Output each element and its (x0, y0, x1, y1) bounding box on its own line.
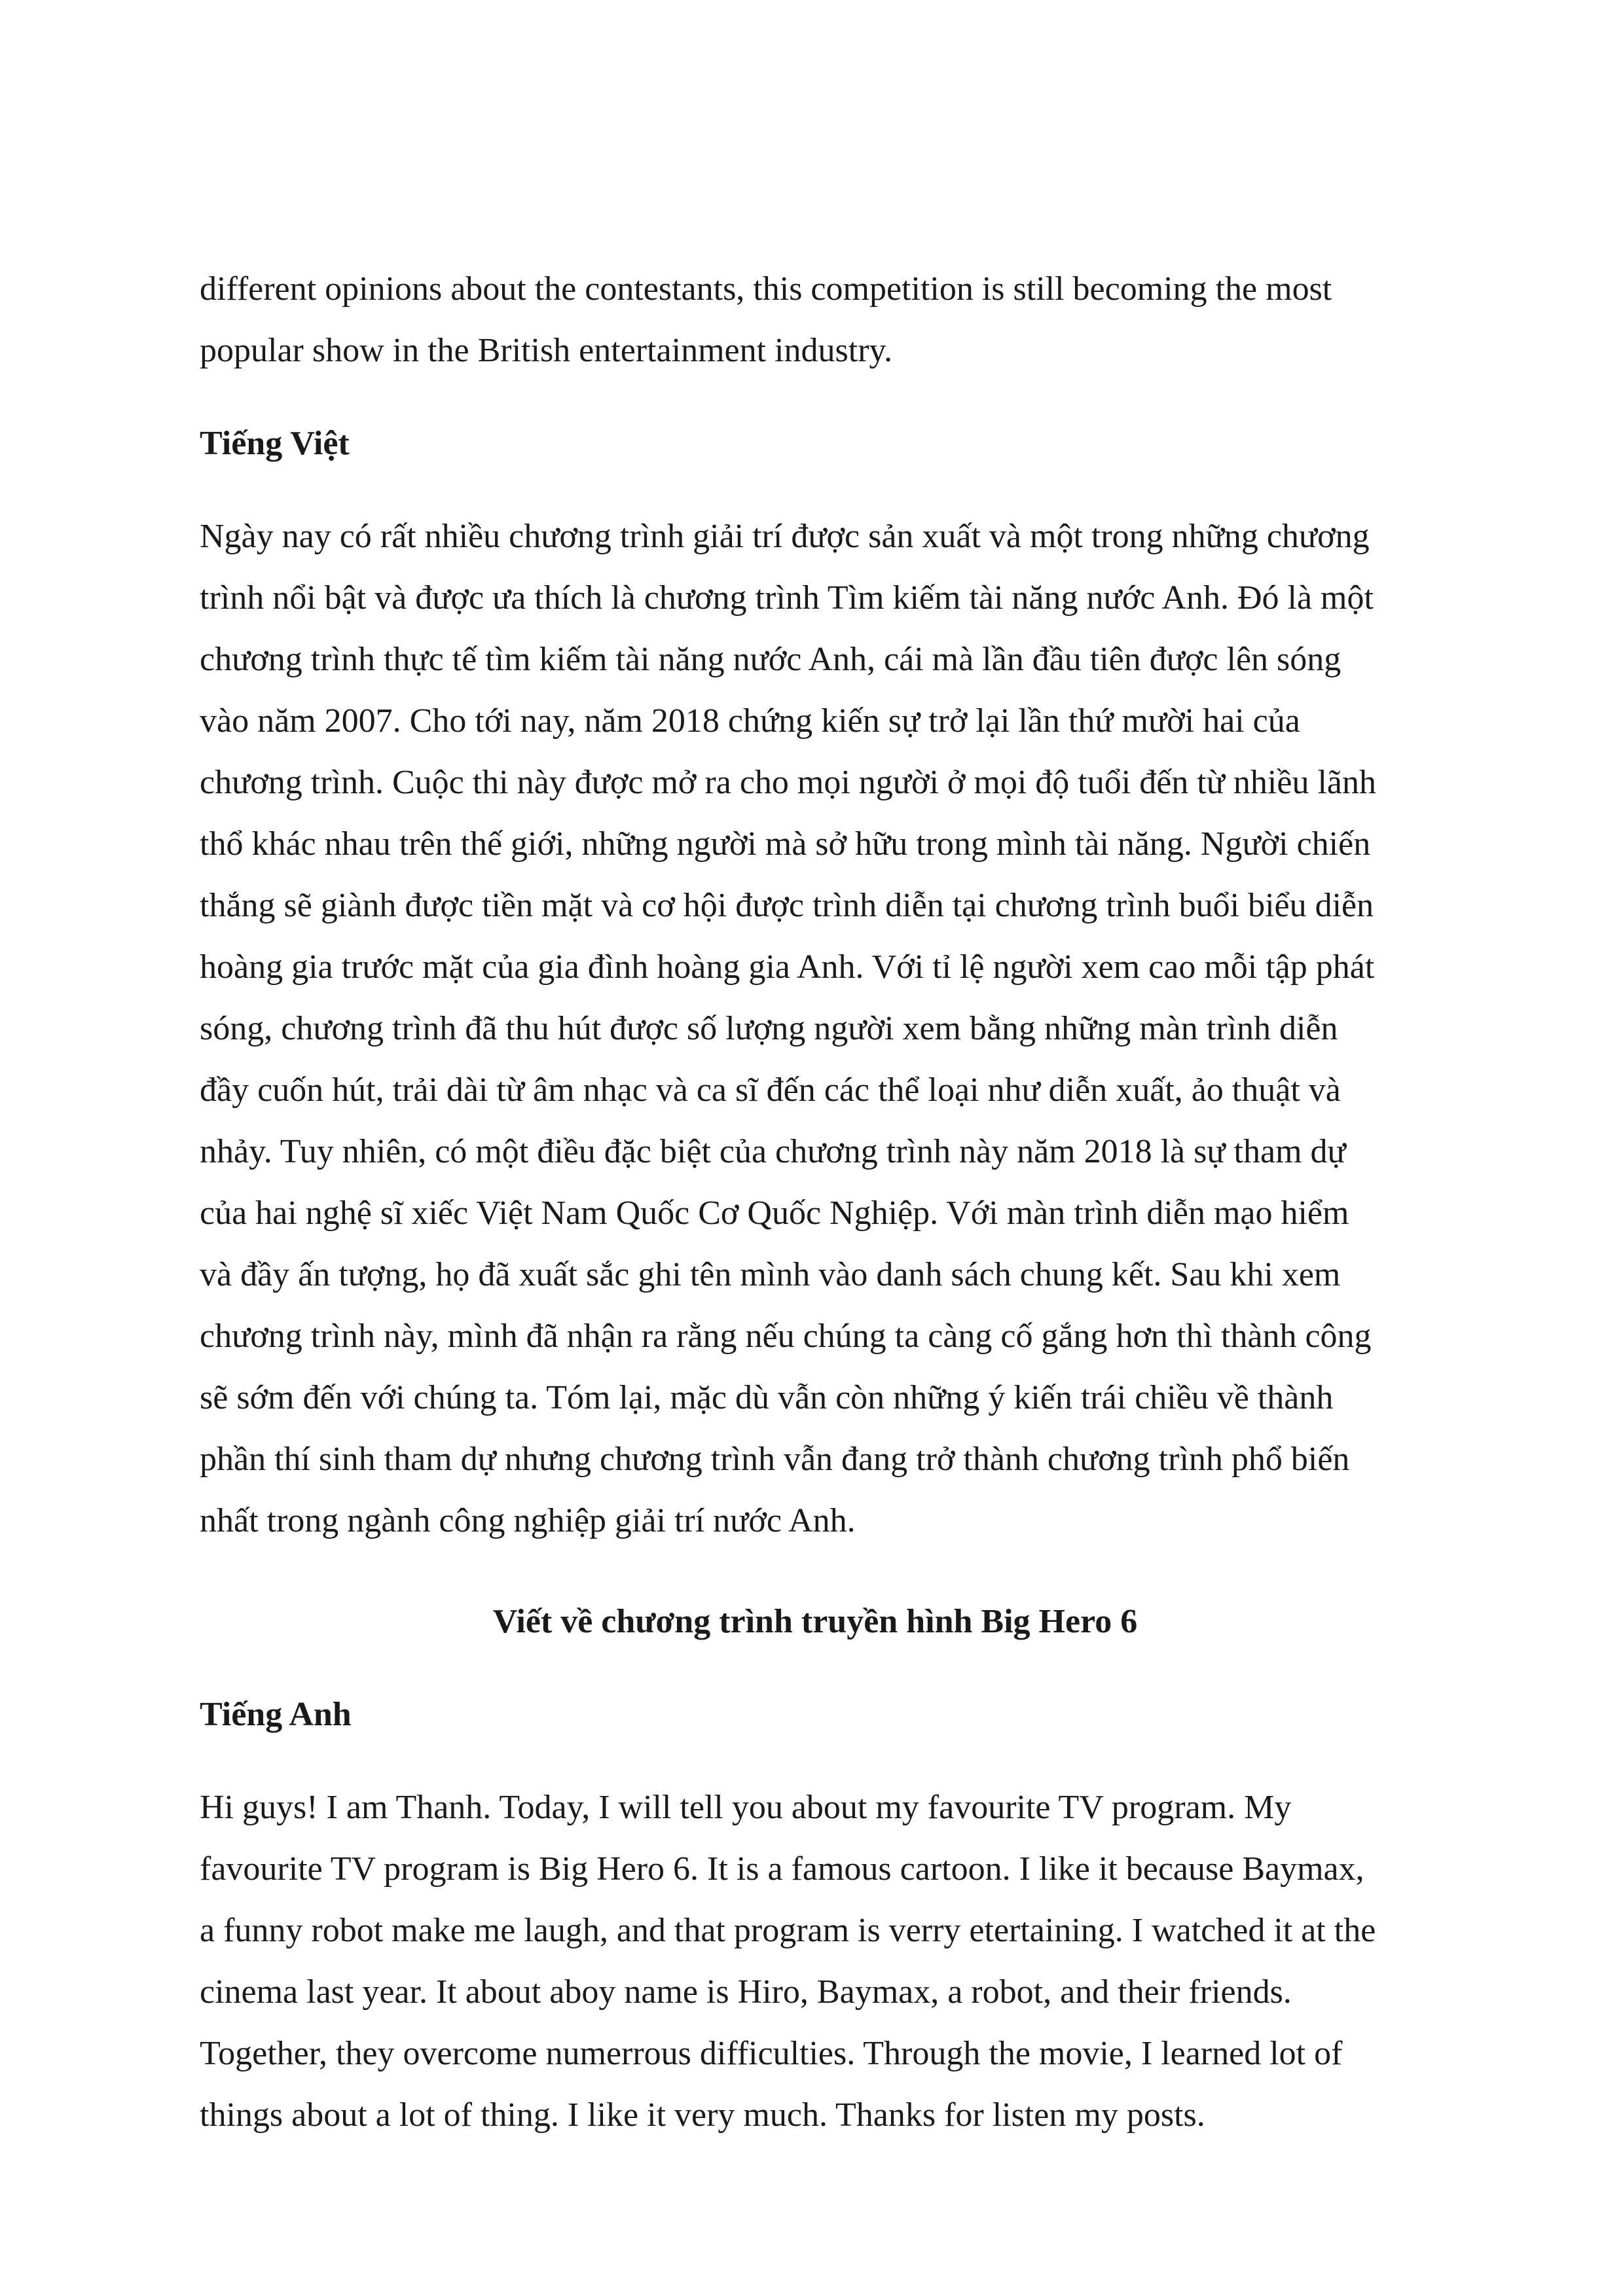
paragraph-line: vào năm 2007. Cho tới nay, năm 2018 chứng kiến sự trở lại lần thứ mười hai của (200, 702, 1300, 740)
paragraph-line: thổ khác nhau trên thế giới, những người mà sở hữu trong mình tài năng. Người chiến (200, 825, 1371, 863)
heading-tieng-viet: Tiếng Việt (200, 425, 350, 462)
paragraph-line: nhất trong ngành công nghiệp giải trí nước Anh. (200, 1502, 856, 1539)
paragraph-line: different opinions about the contestants, this competition is still becoming the most (200, 270, 1332, 308)
paragraph-line: sẽ sớm đến với chúng ta. Tóm lại, mặc dù vẫn còn những ý kiến trái chiều về thành (200, 1379, 1334, 1416)
paragraph-line: nhảy. Tuy nhiên, có một điều đặc biệt của chương trình này năm 2018 là sự tham dự (200, 1133, 1346, 1170)
paragraph-line: sóng, chương trình đã thu hút được số lượng người xem bằng những màn trình diễn (200, 1010, 1338, 1047)
paragraph-line: chương trình này, mình đã nhận ra rằng nếu chúng ta càng cố gắng hơn thì thành công (200, 1318, 1372, 1355)
paragraph-line: của hai nghệ sĩ xiếc Việt Nam Quốc Cơ Quốc Nghiệp. Với màn trình diễn mạo hiểm (200, 1194, 1349, 1232)
paragraph-line: favourite TV program is Big Hero 6. It is a famous cartoon. I like it because Baymax, (200, 1850, 1364, 1888)
heading-tieng-anh: Tiếng Anh (200, 1696, 352, 1733)
paragraph-line: Ngày nay có rất nhiều chương trình giải trí được sản xuất và một trong những chương (200, 518, 1370, 555)
paragraph-line: chương trình. Cuộc thi này được mở ra cho mọi người ở mọi độ tuổi đến từ nhiều lãnh (200, 764, 1376, 801)
paragraph-line: Together, they overcome numerrous difficulties. Through the movie, I learned lot of (200, 2035, 1343, 2072)
paragraph-line: popular show in the British entertainment industry. (200, 332, 893, 369)
paragraph-line: cinema last year. It about aboy name is Hiro, Baymax, a robot, and their friends. (200, 1973, 1292, 2011)
paragraph-line: things about a lot of thing. I like it very much. Thanks for listen my posts. (200, 2096, 1205, 2134)
vietnamese-paragraph (200, 506, 1444, 1552)
paragraph-line: và đầy ấn tượng, họ đã xuất sắc ghi tên mình vào danh sách chung kết. Sau khi xem (200, 1256, 1341, 1293)
paragraph-line: thắng sẽ giành được tiền mặt và cơ hội được trình diễn tại chương trình buổi biểu diễn (200, 887, 1374, 924)
paragraph-line: chương trình thực tế tìm kiếm tài năng nước Anh, cái mà lần đầu tiên được lên sóng (200, 641, 1341, 678)
paragraph-line: Hi guys! I am Thanh. Today, I will tell you about my favourite TV program. My (200, 1789, 1292, 1826)
intro-paragraph (200, 259, 1444, 382)
english-paragraph (200, 1777, 1444, 2146)
paragraph-line: đầy cuốn hút, trải dài từ âm nhạc và ca sĩ đến các thể loại như diễn xuất, ảo thuật và (200, 1071, 1341, 1109)
document-body (200, 259, 1444, 2146)
paragraph-line: phần thí sinh tham dự nhưng chương trình vẫn đang trở thành chương trình phổ biến (200, 1441, 1350, 1478)
paragraph-line: hoàng gia trước mặt của gia đình hoàng gia Anh. Với tỉ lệ người xem cao mỗi tập phát (200, 948, 1375, 986)
paragraph-line: trình nổi bật và được ưa thích là chương trình Tìm kiếm tài năng nước Anh. Đó là một (200, 579, 1374, 617)
section-title: Viết về chương trình truyền hình Big Hero 6 (492, 1603, 1138, 1640)
paragraph-line: a funny robot make me laugh, and that program is verry etertaining. I watched it at the (200, 1912, 1376, 1949)
